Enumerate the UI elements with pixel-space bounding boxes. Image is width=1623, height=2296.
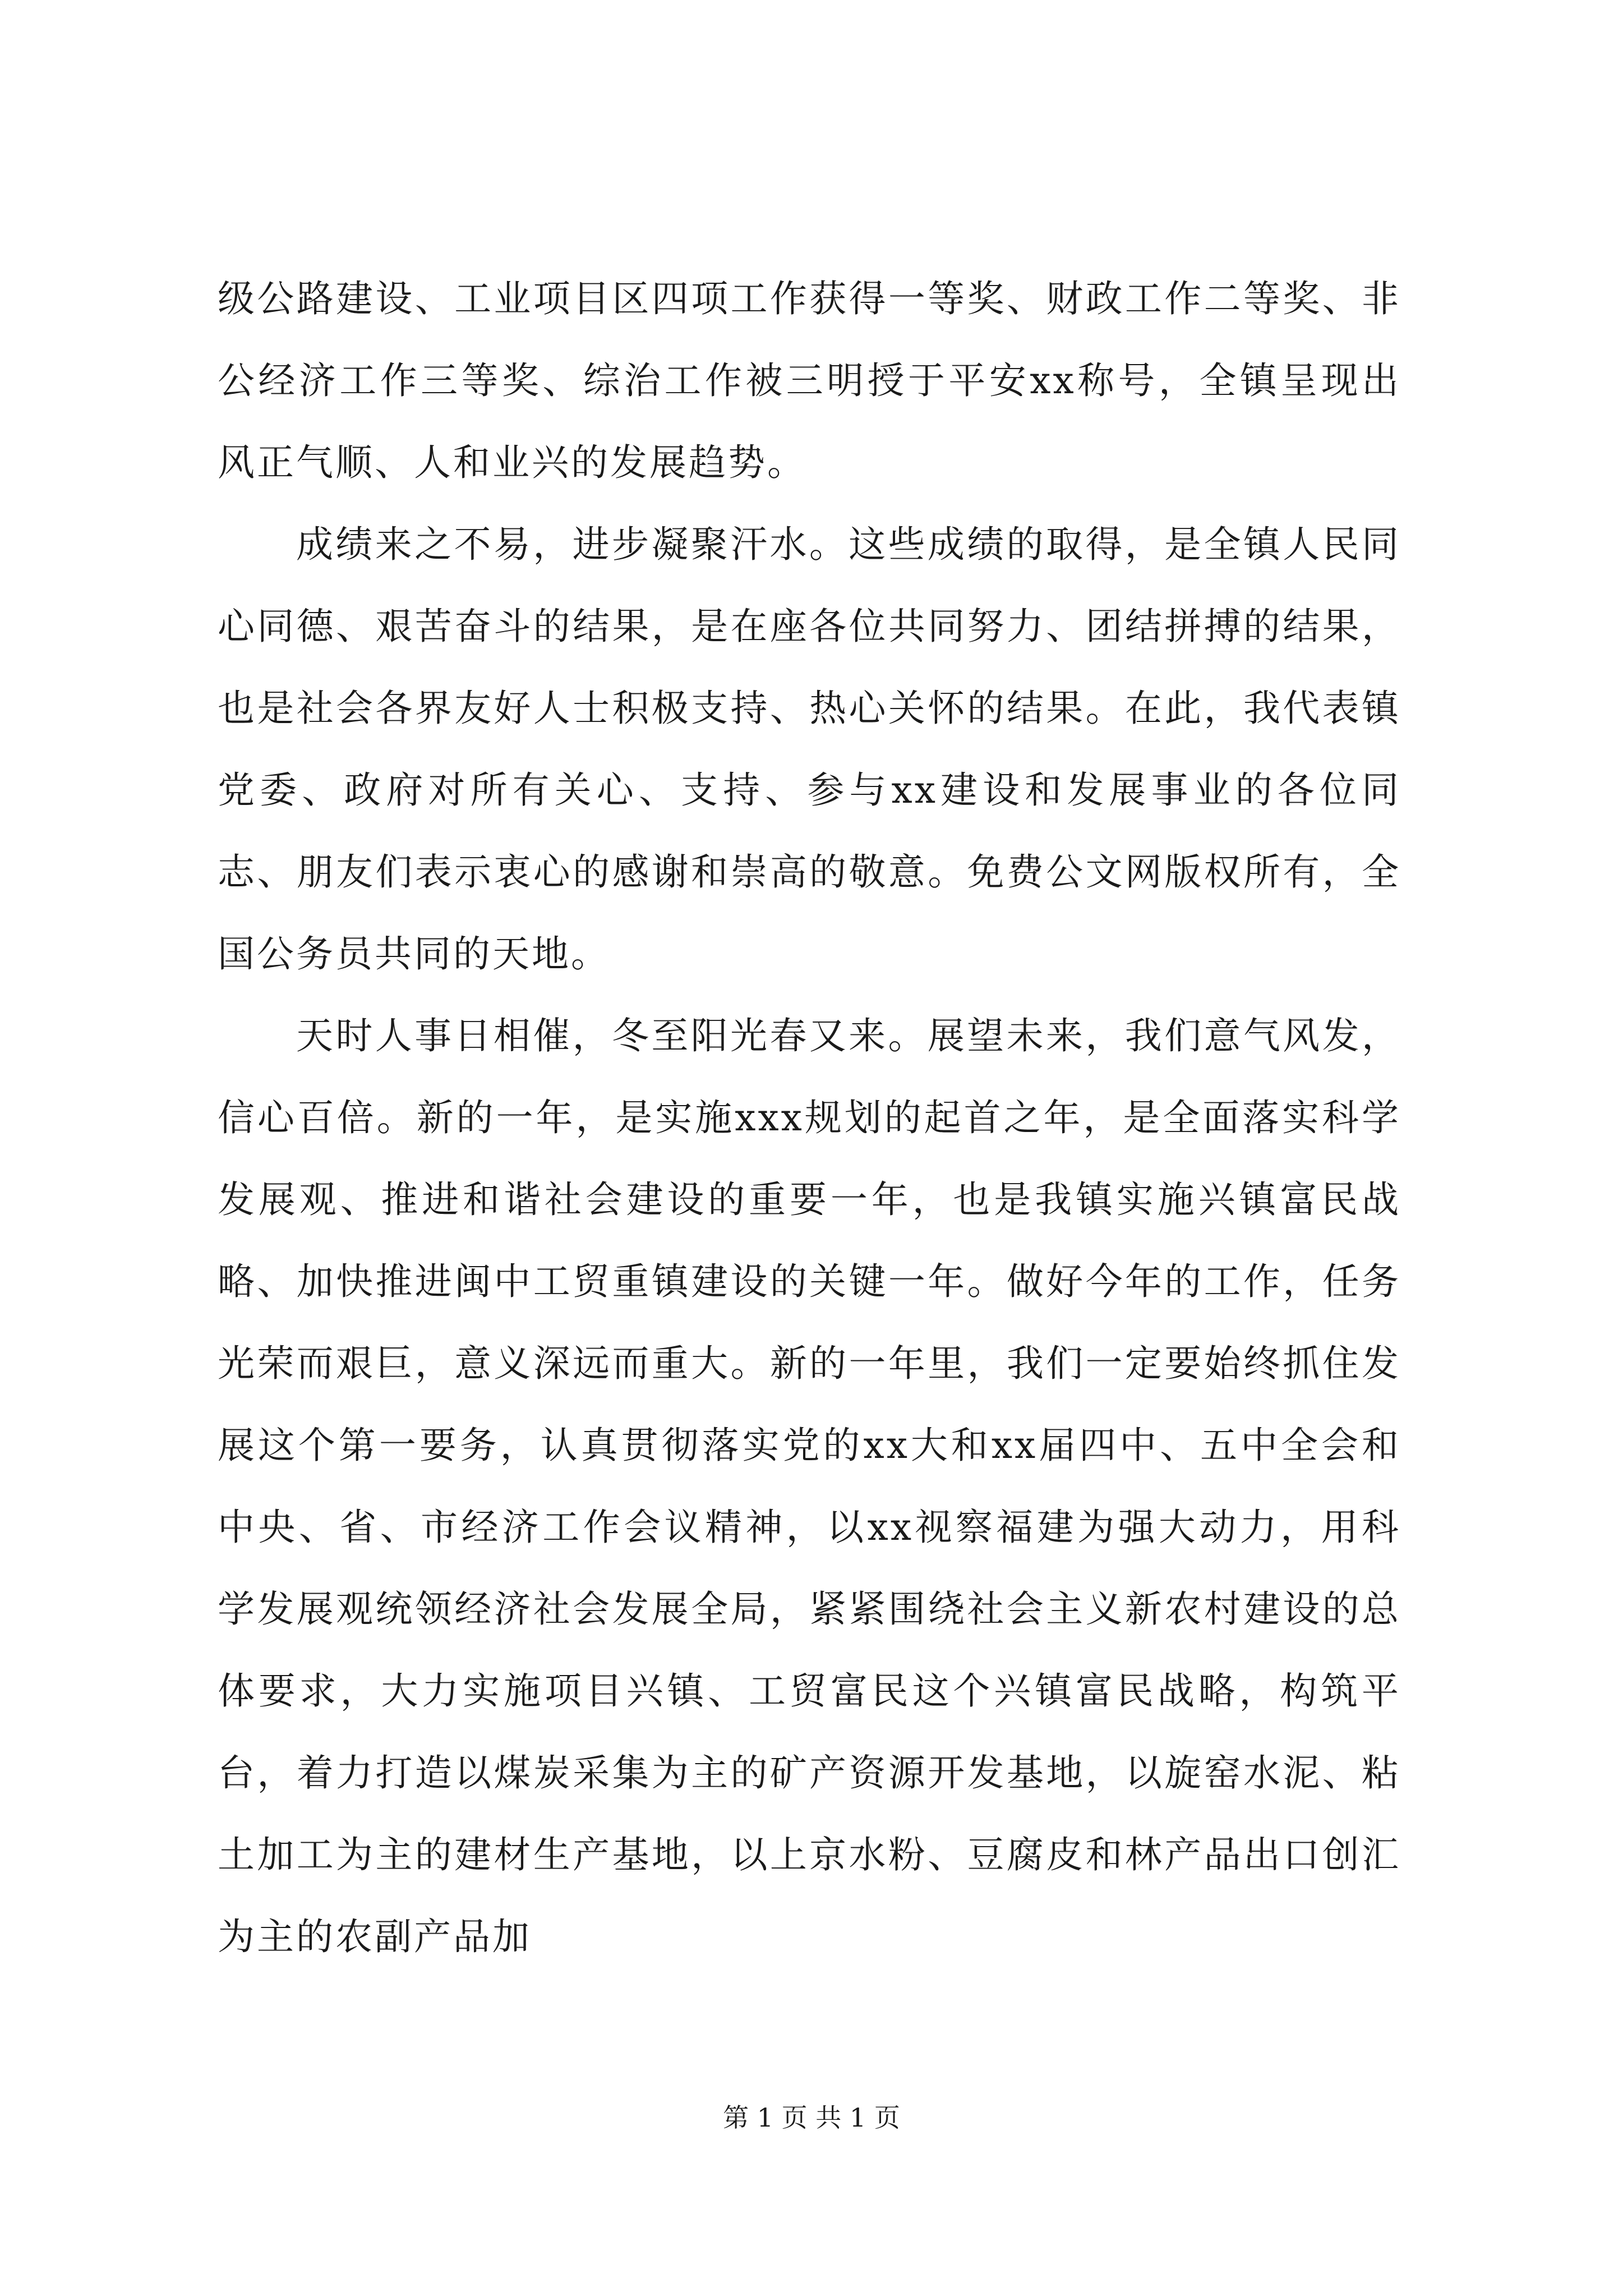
paragraph-1: 级公路建设、工业项目区四项工作获得一等奖、财政工作二等奖、非公经济工作三等奖、综治工作被三明授于平安xx称号，全镇呈现出风正气顺、人和业兴的发展趋势。 [218, 277, 1401, 484]
paragraph-2: 成绩来之不易，进步凝聚汗水。这些成绩的取得，是全镇人民同心同德、艰苦奋斗的结果，是在座各位共同努力、团结拼搏的结果，也是社会各界友好人士积极支持、热心关怀的结果。在此，我代表镇党委、政府对所有关心、支持、参与xx建设和发展事业的各位同志、朋友们表示衷心的感谢和崇高的敬意。免费公文网版权所有，全国公务员共同的天地。 [218, 523, 1401, 976]
paragraph-3: 天时人事日相催，冬至阳光春又来。展望未来，我们意气风发，信心百倍。新的一年，是实施xxx规划的起首之年，是全面落实科学发展观、推进和谐社会建设的重要一年，也是我镇实施兴镇富民战略、加快推进闽中工贸重镇建设的关键一年。做好今年的工作，任务光荣而艰巨，意义深远而重大。新的一年里，我们一定要始终抓住发展这个第一要务，认真贯彻落实党的xx大和xx届四中、五中全会和中央、省、市经济工作会议精神，以xx视察福建为强大动力，用科学发展观统领经济社会发展全局，紧紧围绕社会主义新农村建设的总体要求，大力实施项目兴镇、工贸富民这个兴镇富民战略，构筑平台，着力打造以煤炭采集为主的矿产资源开发基地，以旋窑水泥、粘土加工为主的建材生产基地，以上京水粉、豆腐皮和林产品出口创汇为主的农副产品加 [218, 1014, 1401, 1958]
document-body [218, 258, 1401, 1978]
page-number-footer: 第 1 页 共 1 页 [723, 2102, 900, 2133]
